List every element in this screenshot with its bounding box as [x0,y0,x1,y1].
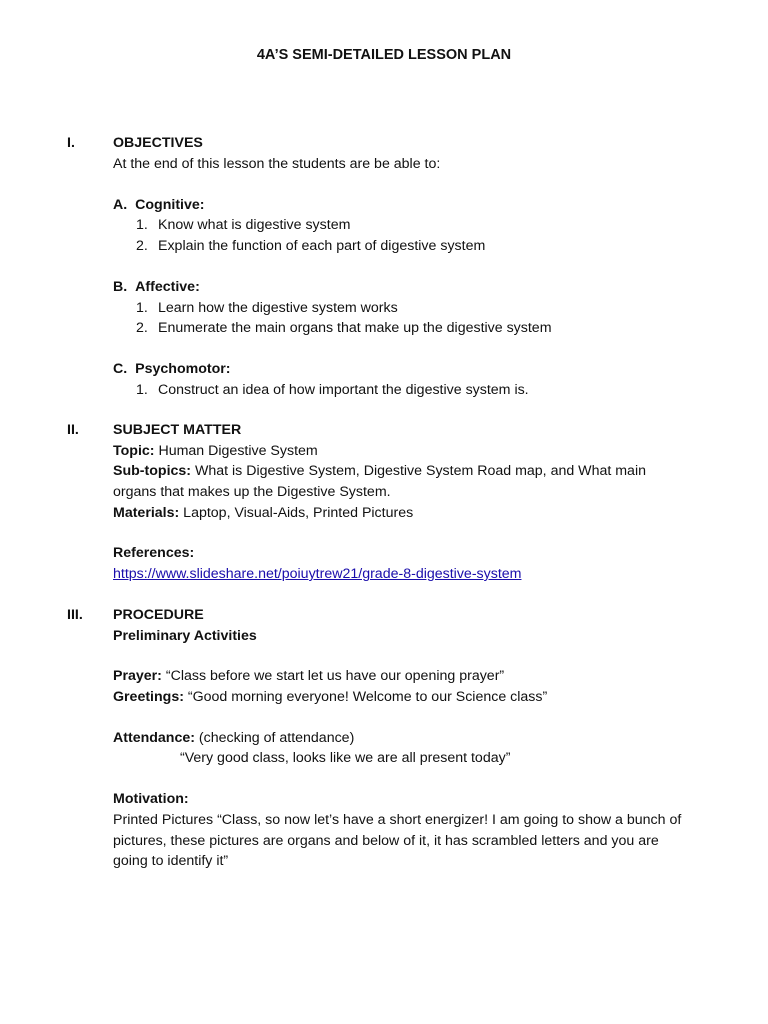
cognitive-heading [113,197,205,213]
subject-matter-heading: SUBJECT MATTER [113,422,242,438]
references-label: References: [113,545,195,561]
motivation-line-3: going to identify it” [113,853,229,869]
procedure-heading: PROCEDURE [113,607,204,623]
subtopics-label: Sub-topics: [113,463,192,479]
cognitive-item-1: Know what is digestive system [158,217,351,233]
affective-label: Affective: [135,279,200,295]
affective-item-2: Enumerate the main organs that make up the digestive system [158,320,552,336]
cognitive-letter: A. [113,197,128,213]
objectives-intro: At the end of this lesson the students are be able to: [113,156,441,172]
subject-matter-numeral: II. [67,422,79,438]
psychomotor-letter: C. [113,361,128,377]
objectives-heading: OBJECTIVES [113,135,203,151]
prayer-value: “Class before we start let us have our opening prayer” [161,668,505,684]
motivation-label: Motivation: [113,791,189,807]
subtopics-line [113,463,646,479]
affective-item-2-num: 2. [136,320,148,336]
cognitive-item-2-num: 2. [136,238,148,254]
materials-line [113,505,413,521]
preliminary-activities-heading: Preliminary Activities [113,628,257,644]
affective-item-1-num: 1. [136,300,148,316]
materials-label: Materials: [113,505,180,521]
greetings-value: “Good morning everyone! Welcome to our Science class” [183,689,548,705]
document-title: 4A’S SEMI-DETAILED LESSON PLAN [256,47,512,63]
greetings-label: Greetings: [113,689,184,705]
psychomotor-heading [113,361,231,377]
objectives-numeral: I. [67,135,75,151]
subtopics-continuation: organs that makes up the Digestive System. [113,484,391,500]
prayer-line [113,668,504,684]
affective-item-1: Learn how the digestive system works [158,300,398,316]
attendance-line [113,730,354,746]
greetings-line [113,689,547,705]
cognitive-item-2: Explain the function of each part of digestive system [158,238,486,254]
prayer-label: Prayer: [113,668,162,684]
attendance-label: Attendance: [113,730,195,746]
topic-label: Topic: [113,443,155,459]
reference-link[interactable]: https://www.slideshare.net/poiuytrew21/grade-8-digestive-system [113,566,522,582]
topic-line [113,443,318,459]
topic-value: Human Digestive System [154,443,318,459]
attendance-quote: “Very good class, looks like we are all present today” [180,750,511,766]
materials-value: Laptop, Visual-Aids, Printed Pictures [179,505,414,521]
psychomotor-label: Psychomotor: [135,361,231,377]
psychomotor-item-1: Construct an idea of how important the digestive system is. [158,382,529,398]
cognitive-item-1-num: 1. [136,217,148,233]
affective-heading [113,279,200,295]
motivation-line-1: Printed Pictures “Class, so now let’s have a short energizer! I am going to show a bunch of [113,812,682,828]
attendance-value: (checking of attendance) [194,730,355,746]
psychomotor-item-1-num: 1. [136,382,148,398]
affective-letter: B. [113,279,128,295]
subtopics-value: What is Digestive System, Digestive System Road map, and What main [191,463,646,479]
procedure-numeral: III. [67,607,83,623]
cognitive-label: Cognitive: [135,197,205,213]
motivation-line-2: pictures, these pictures are organs and below of it, it has scrambled letters and you are [113,833,659,849]
